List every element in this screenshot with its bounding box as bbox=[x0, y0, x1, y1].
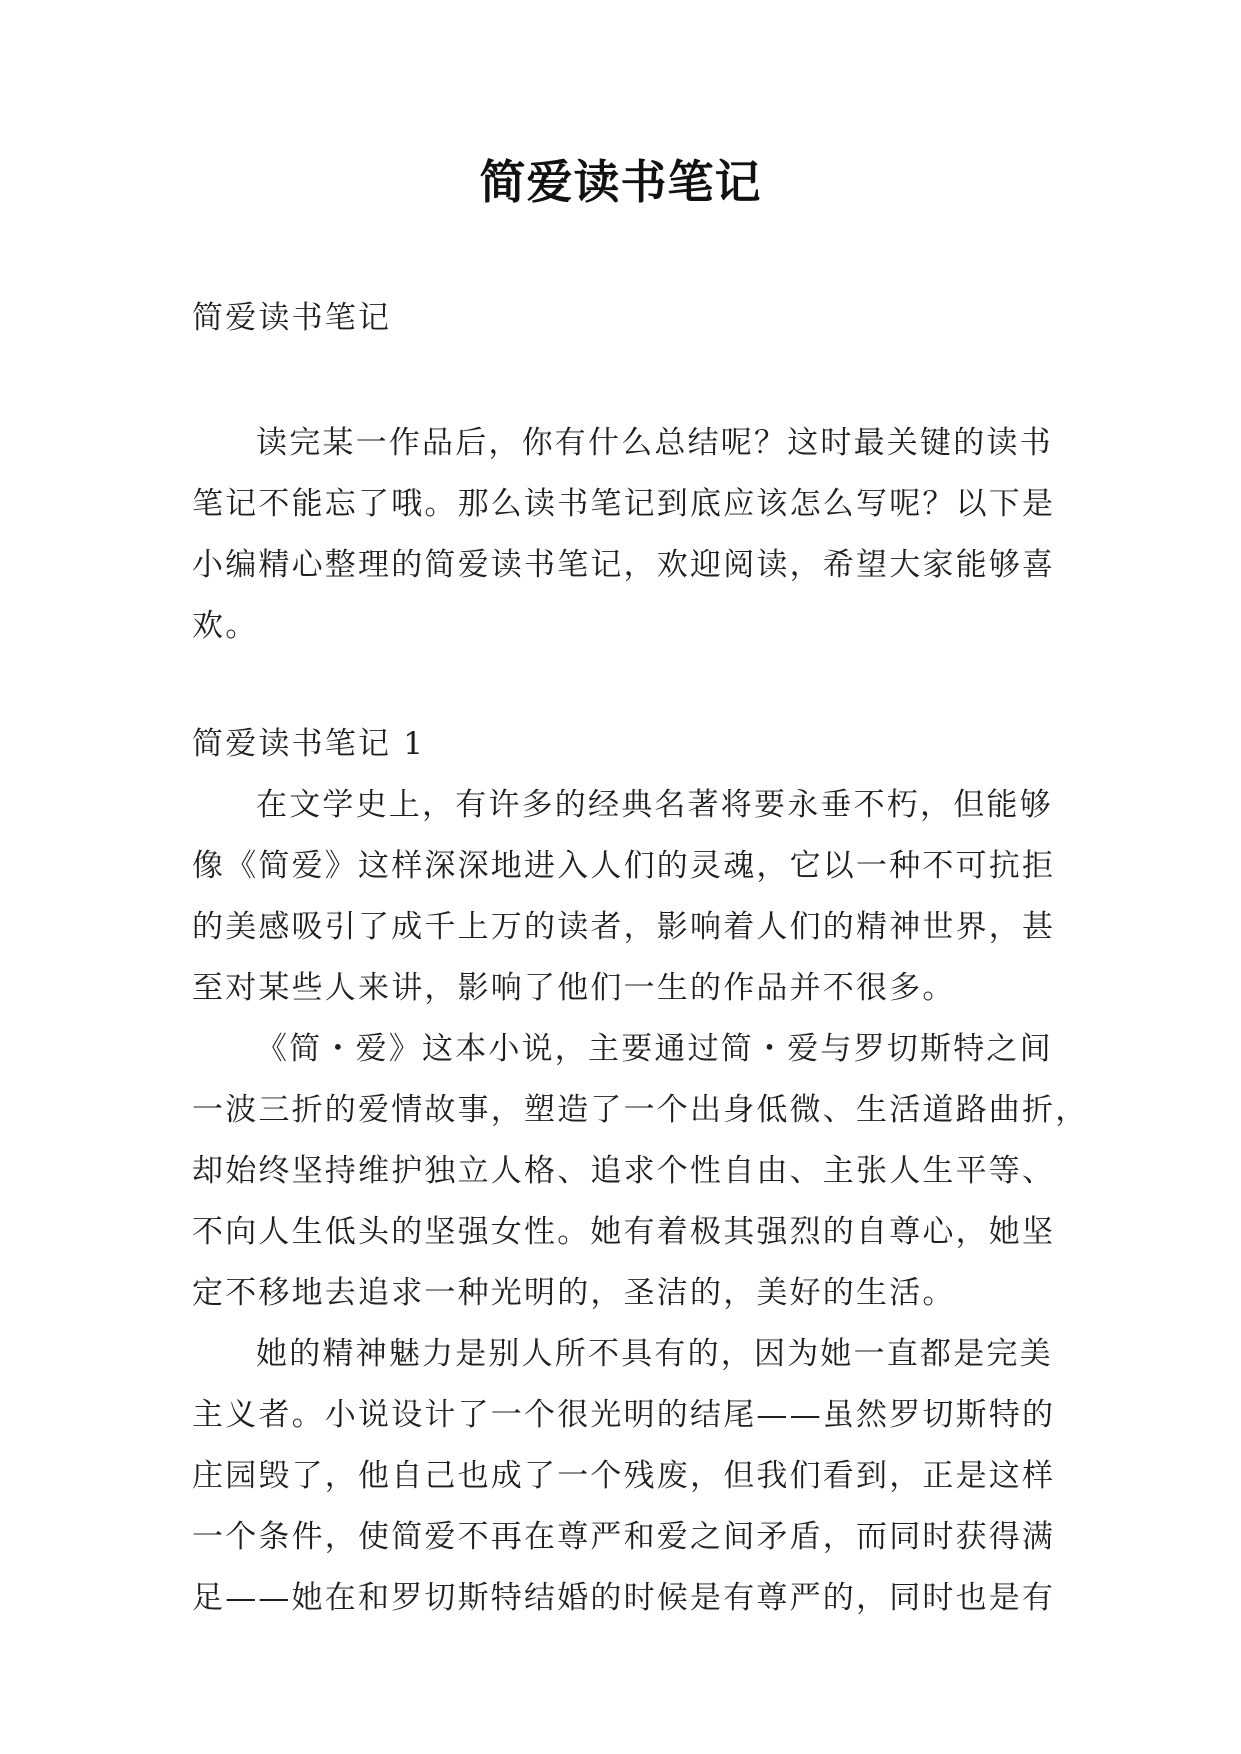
document-body bbox=[192, 288, 1089, 1629]
document-subtitle: 简爱读书笔记 bbox=[192, 300, 392, 336]
paragraph-line: 足——她在和罗切斯特结婚的时候是有尊严的，同时也是有 bbox=[192, 1580, 1056, 1616]
paragraph-line: 却始终坚持维护独立人格、追求个性自由、主张人生平等、 bbox=[192, 1153, 1056, 1189]
intro-line: 小编精心整理的简爱读书笔记，欢迎阅读，希望大家能够喜 bbox=[192, 547, 1056, 583]
intro-line: 读完某一作品后，你有什么总结呢？这时最关键的读书 bbox=[256, 425, 1053, 461]
paragraph-line: 至对某些人来讲，影响了他们一生的作品并不很多。 bbox=[192, 970, 956, 1006]
spacer bbox=[192, 349, 1056, 413]
paragraph-line: 主义者。小说设计了一个很光明的结尾——虽然罗切斯特的 bbox=[192, 1397, 1056, 1433]
document-title: 简爱读书笔记 bbox=[479, 155, 762, 209]
paragraph-line: 一波三折的爱情故事，塑造了一个出身低微、生活道路曲折， bbox=[192, 1092, 1089, 1128]
intro-line: 欢。 bbox=[192, 608, 259, 644]
paragraph-line: 定不移地去追求一种光明的，圣洁的，美好的生活。 bbox=[192, 1275, 956, 1311]
spacer bbox=[192, 657, 1056, 714]
paragraph-line: 像《简爱》这样深深地进入人们的灵魂，它以一种不可抗拒 bbox=[192, 848, 1056, 884]
paragraph-line: 庄园毁了，他自己也成了一个残废，但我们看到，正是这样 bbox=[192, 1458, 1056, 1494]
paragraph-line: 不向人生低头的坚强女性。她有着极其强烈的自尊心，她坚 bbox=[192, 1214, 1056, 1250]
paragraph-line: 她的精神魅力是别人所不具有的，因为她一直都是完美 bbox=[256, 1336, 1053, 1372]
paragraph-line: 在文学史上，有许多的经典名著将要永垂不朽，但能够 bbox=[256, 787, 1053, 823]
paragraph-line: 一个条件，使简爱不再在尊严和爱之间矛盾，而同时获得满 bbox=[192, 1519, 1056, 1555]
paragraph-line: 的美感吸引了成千上万的读者，影响着人们的精神世界，甚 bbox=[192, 909, 1056, 945]
section-heading: 简爱读书笔记 1 bbox=[192, 726, 426, 762]
paragraph-line: 《简・爱》这本小说，主要通过简・爱与罗切斯特之间 bbox=[256, 1031, 1053, 1067]
intro-line: 笔记不能忘了哦。那么读书笔记到底应该怎么写呢？以下是 bbox=[192, 486, 1056, 522]
